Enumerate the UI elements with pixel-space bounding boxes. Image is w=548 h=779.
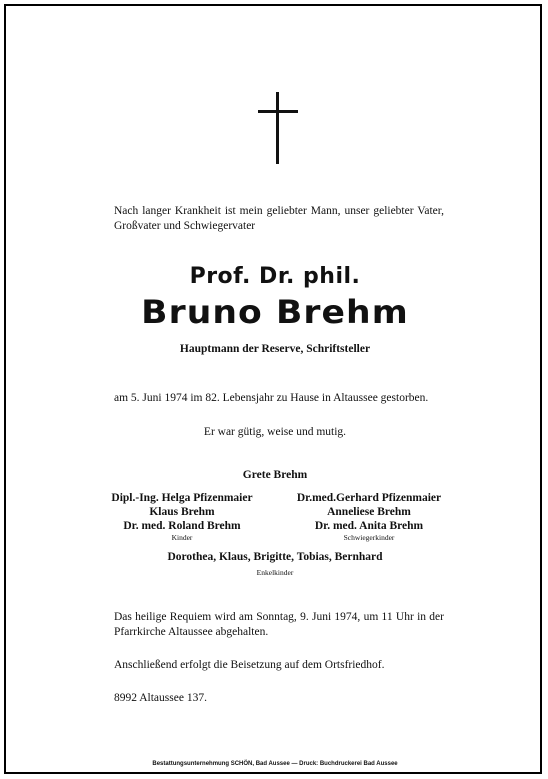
child-name: Dipl.-Ing. Helga Pfizenmaier — [111, 492, 253, 504]
intro-text: Nach langer Krankheit ist mein geliebter Mann, unser geliebter Vater, Großvater und Schwiegervater — [114, 205, 444, 232]
death-statement: am 5. Juni 1974 im 82. Lebensjahr zu Hause in Altaussee gestorben. — [114, 392, 429, 404]
grandchildren-label: Enkelkinder — [256, 568, 294, 577]
inlaws-label: Schwiegerkinder — [343, 533, 395, 542]
burial-text: Anschließend erfolgt die Beisetzung auf dem Ortsfriedhof. — [114, 659, 385, 671]
motto: Er war gütig, weise und mutig. — [203, 426, 347, 438]
inlaw-name: Dr. med. Anita Brehm — [314, 520, 424, 532]
child-name: Klaus Brehm — [149, 506, 215, 518]
widow-name: Grete Brehm — [242, 469, 308, 481]
deceased-name: Bruno Brehm — [141, 293, 409, 331]
grandchildren-names: Dorothea, Klaus, Brigitte, Tobias, Bernhard — [167, 551, 383, 563]
inlaw-name: Dr.med.Gerhard Pfizenmaier — [296, 492, 442, 504]
obituary-card — [4, 4, 542, 774]
cross-icon — [258, 92, 298, 164]
address: 8992 Altaussee 137. — [114, 692, 207, 704]
printer-footer: Bestattungsunternehmung SCHÖN, Bad Aussee — Druck: Buchdruckerei Bad Aussee — [152, 761, 398, 767]
children-label: Kinder — [171, 533, 193, 542]
children-column — [82, 491, 282, 543]
academic-title: Prof. Dr. phil. — [189, 264, 361, 289]
requiem-text: Das heilige Requiem wird am Sonntag, 9. Juni 1974, um 11 Uhr in der Pfarrkirche Altaussee abgehalten. — [114, 611, 444, 638]
deceased-profession: Hauptmann der Reserve, Schriftsteller — [179, 343, 371, 355]
child-name: Dr. med. Roland Brehm — [123, 520, 241, 532]
inlaws-column — [269, 491, 469, 543]
inlaw-name: Anneliese Brehm — [327, 506, 411, 518]
